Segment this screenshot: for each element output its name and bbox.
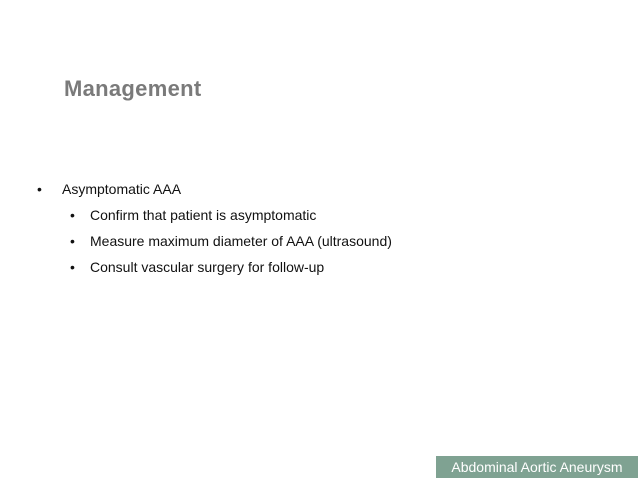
bullet-icon: • <box>37 181 42 197</box>
footer-label: Abdominal Aortic Aneurysm <box>436 456 638 478</box>
bullet-icon: • <box>70 207 75 223</box>
bullet-icon: • <box>70 259 75 275</box>
sub-bullet-text: Measure maximum diameter of AAA (ultrasound) <box>90 233 392 249</box>
slide-title: Management <box>64 76 202 101</box>
bullet-icon: • <box>70 233 75 249</box>
sub-bullet-text: Confirm that patient is asymptomatic <box>90 207 317 223</box>
bullet-text: Asymptomatic AAA <box>62 181 182 197</box>
sub-bullet-text: Consult vascular surgery for follow-up <box>90 259 325 275</box>
